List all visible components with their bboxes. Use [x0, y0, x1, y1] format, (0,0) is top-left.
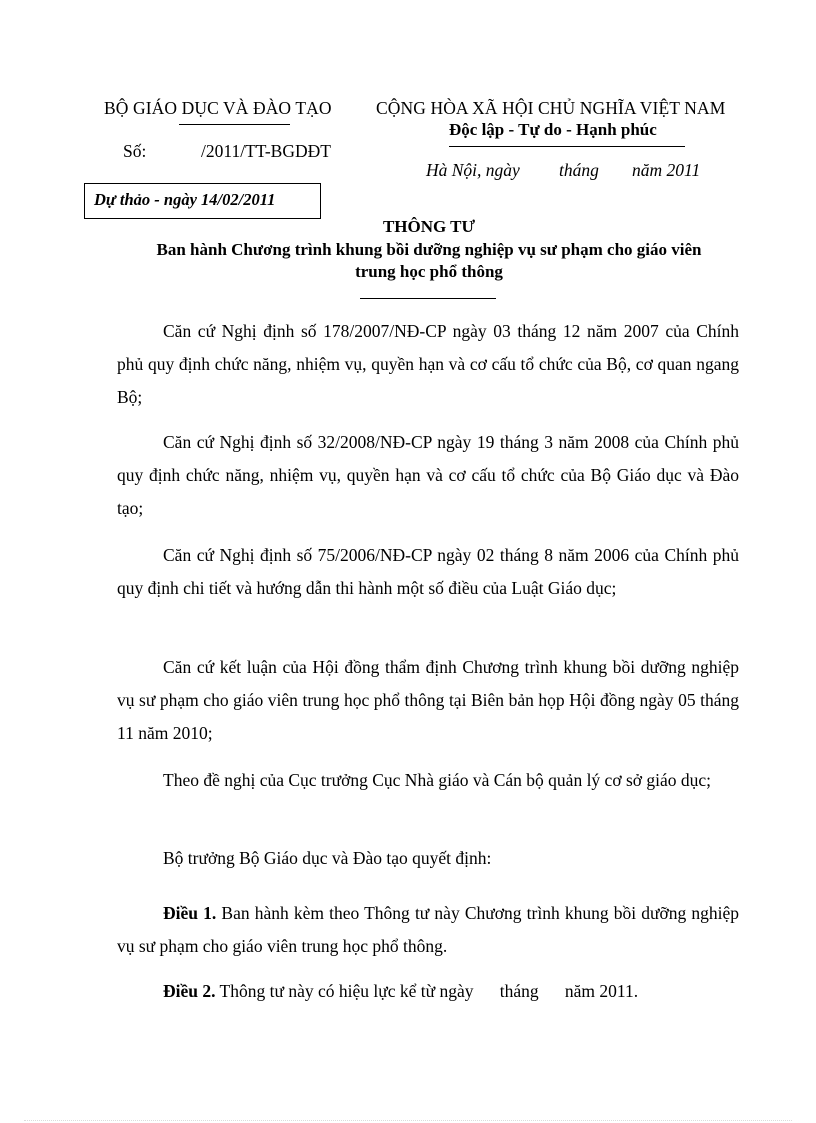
document-number-value: /2011/TT-BGDĐT: [201, 141, 331, 161]
place-date-city-day: Hà Nội, ngày: [426, 160, 520, 180]
document-number-label: Số:: [123, 141, 147, 161]
title-underline: [360, 298, 496, 299]
national-motto: Độc lập - Tự do - Hạnh phúc: [449, 120, 657, 139]
draft-note-text: Dự thảo - ngày 14/02/2011: [94, 190, 276, 209]
preamble-paragraph-4: Căn cứ kết luận của Hội đồng thẩm định Chương trình khung bồi dưỡng nghiệp vụ sư phạm cho giáo viên trung học phổ thông tại Biên bản họp Hội đồng ngày 05 tháng 11 năm 2010;: [117, 657, 739, 743]
preamble-paragraph-1: Căn cứ Nghị định số 178/2007/NĐ-CP ngày 03 tháng 12 năm 2007 của Chính phủ quy định chức năng, nhiệm vụ, quyền hạn và cơ cấu tổ chức của Bộ, cơ quan ngang Bộ;: [117, 321, 739, 407]
document-subtitle-line2: trung học phổ thông: [355, 262, 503, 281]
page-bottom-border: [24, 1120, 792, 1121]
ministry-name: BỘ GIÁO DỤC VÀ ĐÀO TẠO: [104, 98, 332, 118]
place-date-year: năm 2011: [632, 160, 701, 180]
place-date-month: tháng: [559, 160, 599, 180]
ministry-underline: [179, 124, 290, 125]
motto-underline: [449, 146, 685, 147]
preamble-paragraph-5: Theo đề nghị của Cục trưởng Cục Nhà giáo và Cán bộ quản lý cơ sở giáo dục;: [163, 770, 712, 790]
article-1-text: Ban hành kèm theo Thông tư này Chương trình khung bồi dưỡng nghiệp vụ sư phạm cho giáo viên trung học phổ thông.: [117, 903, 739, 956]
article-1: [117, 897, 739, 963]
article-2-text: Thông tư này có hiệu lực kể từ ngày tháng năm 2011.: [215, 981, 639, 1001]
article-2: [117, 975, 739, 1008]
decision-statement: Bộ trưởng Bộ Giáo dục và Đào tạo quyết định:: [163, 848, 492, 868]
document-subtitle-line1: Ban hành Chương trình khung bồi dưỡng nghiệp vụ sư phạm cho giáo viên: [156, 240, 702, 259]
article-2-label: Điều 2.: [163, 981, 216, 1001]
republic-name: CỘNG HÒA XÃ HỘI CHỦ NGHĨA VIỆT NAM: [376, 98, 726, 118]
article-1-label: Điều 1.: [163, 903, 217, 923]
draft-note-box: [84, 183, 321, 219]
document-type-title: THÔNG TƯ: [382, 217, 476, 236]
preamble-paragraph-2: Căn cứ Nghị định số 32/2008/NĐ-CP ngày 19 tháng 3 năm 2008 của Chính phủ quy định chức năng, nhiệm vụ, quyền hạn và cơ cấu tổ chức của Bộ Giáo dục và Đào tạo;: [117, 432, 739, 518]
preamble-paragraph-3: Căn cứ Nghị định số 75/2006/NĐ-CP ngày 02 tháng 8 năm 2006 của Chính phủ quy định chi tiết và hướng dẫn thi hành một số điều của Luật Giáo dục;: [117, 545, 739, 598]
